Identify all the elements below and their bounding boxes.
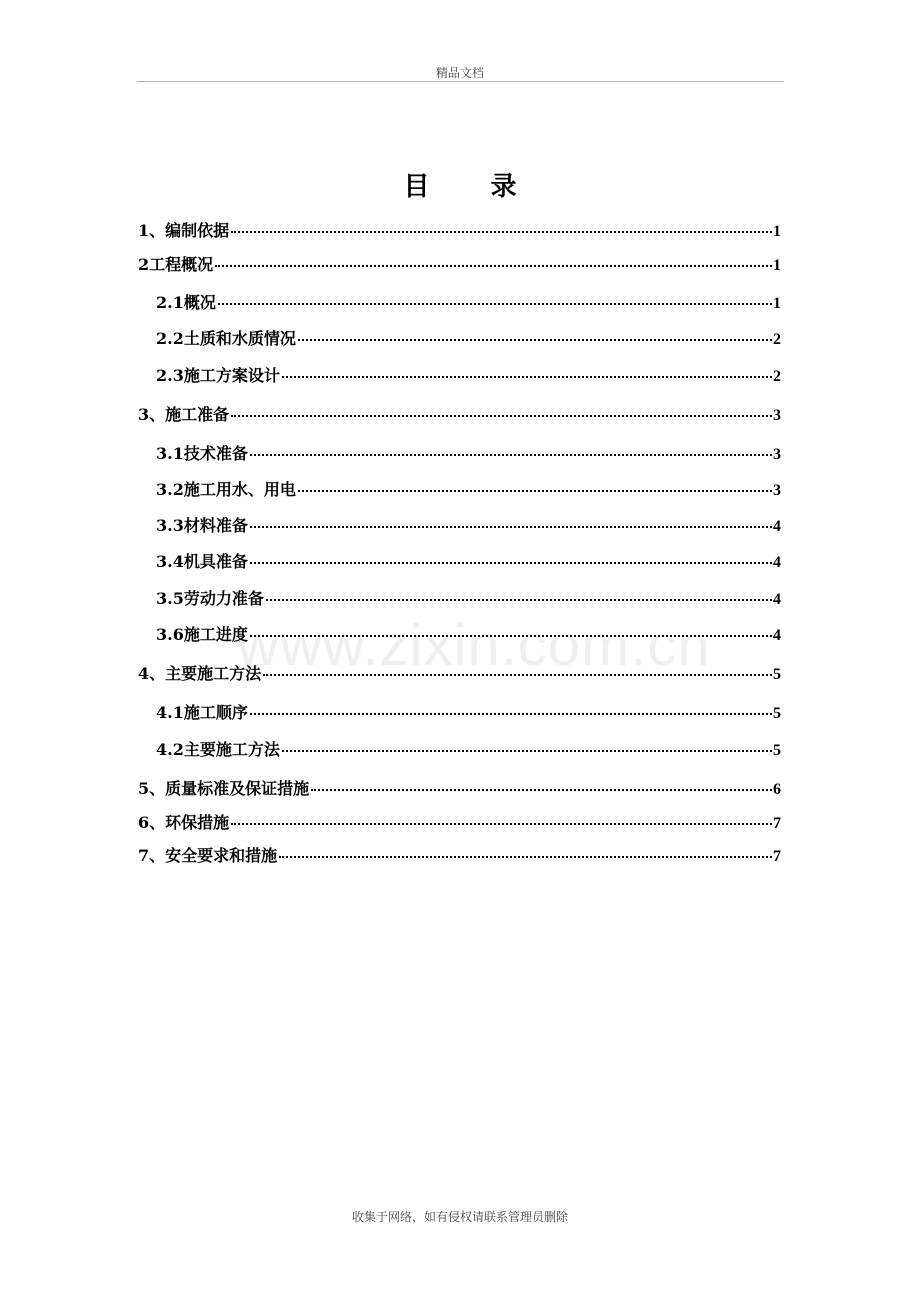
toc-dot-leader xyxy=(215,265,772,267)
toc-entry-page: 4 xyxy=(773,591,781,608)
toc-entry[interactable] xyxy=(138,812,781,834)
toc-dot-leader xyxy=(250,454,772,456)
toc-entry[interactable] xyxy=(138,220,781,242)
toc-dot-leader xyxy=(250,713,772,715)
toc-entry-label: 2.2土质和水质情况 xyxy=(156,329,296,348)
toc-entry[interactable] xyxy=(156,588,781,610)
header-divider xyxy=(137,81,784,82)
toc-entry-label: 3.5劳动力准备 xyxy=(156,589,264,608)
toc-entry-label: 4.1施工顺序 xyxy=(156,703,248,722)
toc-entry[interactable] xyxy=(156,739,781,761)
toc-entry-page: 2 xyxy=(773,331,781,348)
toc-entry-label: 3.4机具准备 xyxy=(156,552,248,571)
footer-text: 收集于网络，如有侵权请联系管理员删除 xyxy=(351,1210,568,1224)
toc-dot-leader xyxy=(263,674,772,676)
toc-entry-label: 2工程概况 xyxy=(138,255,214,274)
toc-entry-label: 3、施工准备 xyxy=(138,405,230,424)
toc-entry-page: 4 xyxy=(773,518,781,535)
toc-dot-leader xyxy=(231,823,772,825)
toc-entry-label: 4、主要施工方法 xyxy=(138,664,262,683)
toc-entry[interactable] xyxy=(138,845,781,867)
toc-entry-page: 5 xyxy=(773,742,781,759)
toc-entry[interactable] xyxy=(156,624,781,646)
toc-dot-leader xyxy=(266,599,772,601)
watermark-text: www.zixin.com.cn xyxy=(237,613,711,678)
toc-dot-leader xyxy=(282,750,772,752)
toc-dot-leader xyxy=(279,856,772,858)
toc-entry-page: 1 xyxy=(773,257,781,274)
toc-entry-page: 5 xyxy=(773,666,781,683)
toc-entry[interactable] xyxy=(156,292,781,314)
toc-entry-page: 6 xyxy=(773,781,781,798)
toc-entry[interactable] xyxy=(138,663,781,685)
toc-entry-page: 7 xyxy=(773,815,781,832)
toc-entry-label: 3.6施工进度 xyxy=(156,625,248,644)
toc-dot-leader xyxy=(250,526,772,528)
toc-entry-label: 1、编制依据 xyxy=(138,221,230,240)
toc-entry-label: 2.3施工方案设计 xyxy=(156,366,280,385)
toc-entry-page: 3 xyxy=(773,482,781,499)
toc-entry-label: 3.1技术准备 xyxy=(156,444,248,463)
toc-dot-leader xyxy=(218,303,772,305)
toc-entry-label: 3.3材料准备 xyxy=(156,516,248,535)
header-text: 精品文档 xyxy=(435,66,484,80)
toc-dot-leader xyxy=(298,339,772,341)
toc-entry[interactable] xyxy=(156,443,781,465)
toc-entry-page: 3 xyxy=(773,407,781,424)
toc-entry-label: 4.2主要施工方法 xyxy=(156,740,280,759)
toc-entry[interactable] xyxy=(156,365,781,387)
toc-entry-label: 7、安全要求和措施 xyxy=(138,846,278,865)
toc-title: 目 录 xyxy=(403,172,543,202)
toc-entry-label: 5、质量标准及保证措施 xyxy=(138,779,310,798)
toc-dot-leader xyxy=(298,490,772,492)
toc-entry[interactable] xyxy=(156,479,781,501)
toc-entry-label: 6、环保措施 xyxy=(138,813,230,832)
toc-entry[interactable] xyxy=(156,328,781,350)
toc-entry[interactable] xyxy=(156,702,781,724)
toc-entry-label: 2.1概况 xyxy=(156,293,216,312)
toc-entry[interactable] xyxy=(138,254,781,276)
toc-entry-page: 7 xyxy=(773,848,781,865)
toc-dot-leader xyxy=(250,562,772,564)
toc-entry-page: 1 xyxy=(773,223,781,240)
toc-entry-page: 3 xyxy=(773,446,781,463)
toc-entry-page: 4 xyxy=(773,554,781,571)
toc-entry-page: 4 xyxy=(773,627,781,644)
toc-dot-leader xyxy=(250,635,772,637)
toc-dot-leader xyxy=(311,789,772,791)
toc-entry[interactable] xyxy=(138,778,781,800)
toc-entry-label: 3.2施工用水、用电 xyxy=(156,480,296,499)
toc-entry-page: 5 xyxy=(773,705,781,722)
toc-dot-leader xyxy=(282,376,772,378)
toc-dot-leader xyxy=(231,231,772,233)
toc-entry-page: 1 xyxy=(773,295,781,312)
toc-entry[interactable] xyxy=(156,515,781,537)
toc-entry[interactable] xyxy=(138,404,781,426)
toc-entry[interactable] xyxy=(156,551,781,573)
toc-dot-leader xyxy=(231,415,772,417)
toc-entry-page: 2 xyxy=(773,368,781,385)
